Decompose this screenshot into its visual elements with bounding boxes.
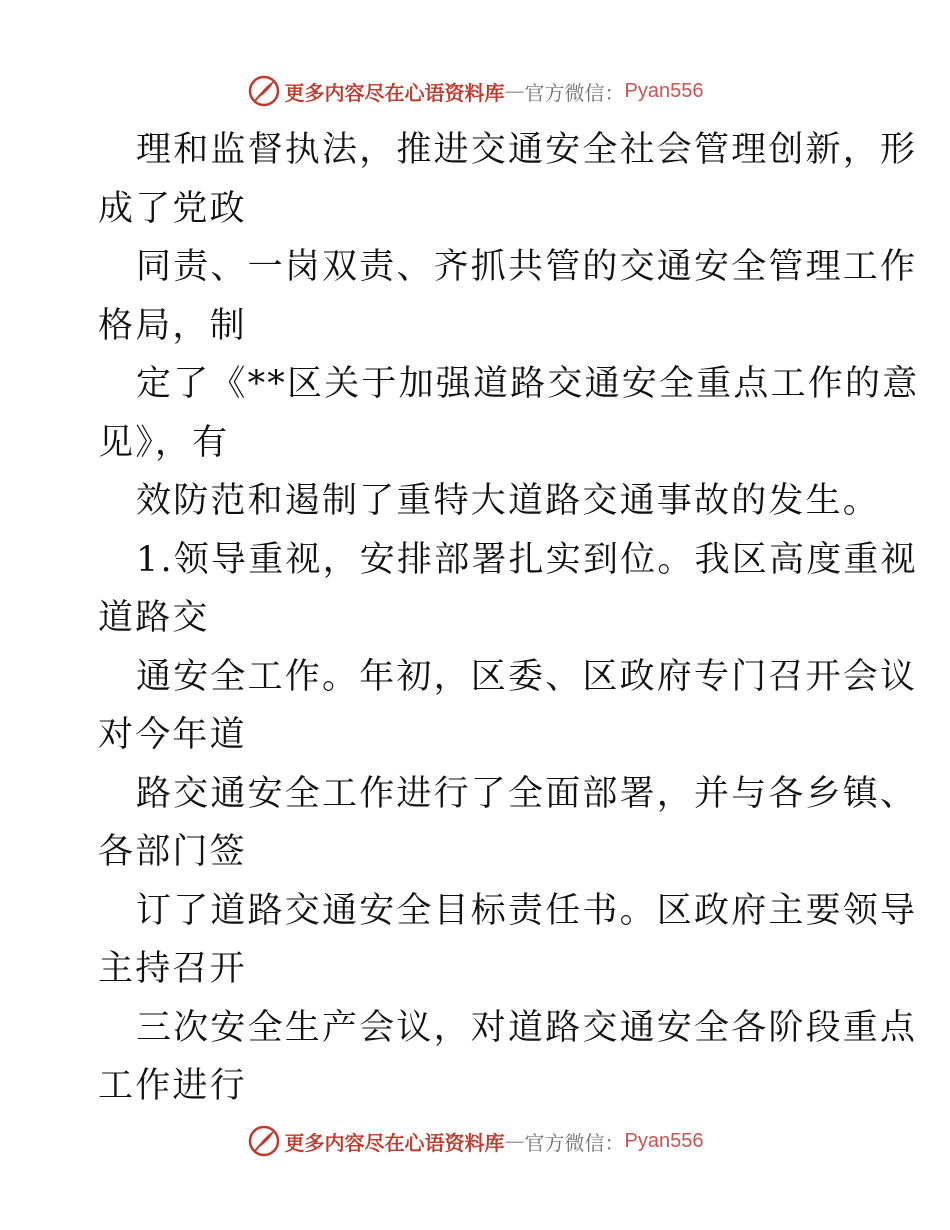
body-line: 通安全工作。年初，区委、区政府专门召开会议 bbox=[136, 656, 918, 697]
body-line: 格局，制 bbox=[98, 305, 247, 346]
header-banner bbox=[0, 71, 950, 111]
body-line: 路交通安全工作进行了全面部署，并与各乡镇、 bbox=[136, 773, 918, 814]
body-line: 定了《**区关于加强道路交通安全重点工作的意 bbox=[136, 364, 920, 404]
body-line: 同责、一岗双责、齐抓共管的交通安全管理工作 bbox=[136, 247, 918, 287]
body-line: 各部门签 bbox=[98, 832, 247, 872]
header-banner-wechat-id: Pyan556 bbox=[624, 79, 704, 102]
footer-banner-separator: — bbox=[504, 1129, 525, 1153]
body-line: 道路交 bbox=[98, 598, 210, 638]
feather-pen-logo-icon bbox=[247, 74, 281, 108]
body-line: 理和监督执法，推进交通安全社会管理创新，形 bbox=[136, 130, 918, 170]
header-banner-separator: — bbox=[504, 79, 525, 103]
footer-banner-wechat-id: Pyan556 bbox=[624, 1129, 704, 1152]
footer-banner-label: 官方微信： bbox=[524, 1130, 625, 1155]
body-line: 三次安全生产会议，对道路交通安全各阶段重点 bbox=[136, 1007, 918, 1048]
body-line: 效防范和遏制了重特大道路交通事故的发生。 bbox=[136, 481, 881, 521]
body-line: 主持召开 bbox=[98, 949, 247, 989]
document-body bbox=[98, 121, 920, 1116]
footer-banner-main-text: 更多内容尽在心语资料库 bbox=[284, 1130, 505, 1155]
feather-pen-logo-icon bbox=[247, 1124, 281, 1158]
body-line: 成了党政 bbox=[98, 188, 247, 229]
body-line: 1.领导重视，安排部署扎实到位。我区高度重视 bbox=[136, 539, 918, 580]
body-line: 对今年道 bbox=[98, 715, 247, 755]
footer-banner bbox=[0, 1121, 950, 1161]
header-banner-main-text: 更多内容尽在心语资料库 bbox=[284, 80, 505, 105]
body-line: 工作进行 bbox=[98, 1066, 247, 1106]
body-line: 订了道路交通安全目标责任书。区政府主要领导 bbox=[136, 890, 918, 931]
header-banner-label: 官方微信： bbox=[524, 80, 625, 105]
body-line: 见》，有 bbox=[98, 422, 230, 463]
